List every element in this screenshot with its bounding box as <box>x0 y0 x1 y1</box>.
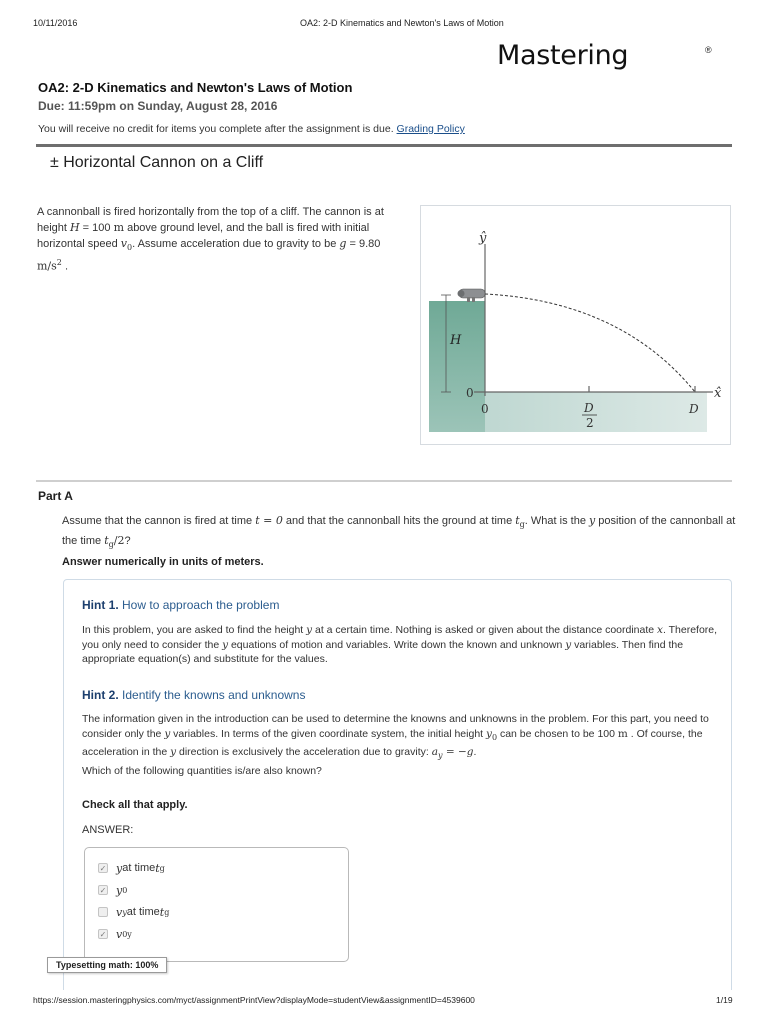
option-v0y[interactable] <box>98 923 169 945</box>
unit-m: m <box>113 221 125 234</box>
print-date: 10/11/2016 <box>33 18 78 28</box>
check-all-instruction: Check all that apply. <box>82 799 188 811</box>
due-date: Due: 11:59pm on Sunday, August 28, 2016 <box>38 99 278 113</box>
trajectory-path <box>485 294 695 392</box>
var-y: y <box>565 638 572 651</box>
hint-text: equations of motion and variables. Write down the known and unknown <box>228 638 566 651</box>
grading-policy-link[interactable]: Grading Policy <box>396 123 465 135</box>
x-axis-label: x̂ <box>714 386 722 401</box>
var-x: x <box>657 624 663 636</box>
hint-text: The information given in the introduction can be used to determine the knowns and unknowns in the problem. For this part, you need to consider only the <box>82 713 709 740</box>
hint-1-body <box>82 623 722 667</box>
option-t: t <box>159 905 165 919</box>
var-H: H <box>70 221 80 234</box>
intro-text: . <box>61 260 69 273</box>
credit-note-text: You will receive no credit for items you complete after the assignment is due. <box>38 123 394 135</box>
var-t-eq: t = 0 <box>255 514 283 527</box>
question-text: Assume that the cannon is fired at time <box>62 515 256 527</box>
x-tick-D: D <box>689 402 699 416</box>
intro-text: A cannonball is fired horizontally from the top of a cliff. The cannon is at height <box>37 206 384 234</box>
option-t: t <box>155 861 160 875</box>
y-zero-label: 0 <box>466 386 474 400</box>
x-tick-D-half-den: 2 <box>586 416 594 430</box>
hint-2-body <box>82 712 722 778</box>
hint-2-number: Hint 2. <box>82 688 119 702</box>
hint-text: In this problem, you are asked to find the height <box>82 624 307 636</box>
checkbox-checked[interactable]: ✓ <box>99 864 107 873</box>
option-sub: 0y <box>122 929 132 939</box>
x-tick-0: 0 <box>481 402 489 416</box>
part-a-question <box>62 513 737 553</box>
var-y: y <box>589 514 596 527</box>
question-text: . What is the <box>524 515 589 527</box>
var-tg2-rest: /2 <box>113 534 125 548</box>
option-y-at-tg[interactable] <box>98 857 169 879</box>
option-sym: v <box>116 927 123 941</box>
hint-text: can be chosen to be 100 <box>497 727 618 740</box>
var-y0-sub: 0 <box>491 732 498 742</box>
cliff-region <box>429 301 485 432</box>
problem-title: ± Horizontal Cannon on a Cliff <box>50 154 264 171</box>
var-y: y <box>306 624 313 636</box>
hint-text: variables. In terms of the given coordinate system, the initial height <box>170 727 486 740</box>
option-text: at time <box>122 862 156 874</box>
hint-text: direction is exclusively the acceleration due to gravity: <box>176 746 432 759</box>
question-text: and that the cannonball hits the ground at time <box>282 515 516 527</box>
hint-2-question: Which of the following quantities is/are also known? <box>82 764 322 777</box>
var-ay-sub: y <box>437 751 443 761</box>
hint-text: at a certain time. Nothing is asked or given about the distance coordinate <box>312 624 658 636</box>
hint-text: variables. Then find the appropriate equation(s) and substitute for the values. <box>82 638 684 665</box>
hint-text: . <box>473 746 477 759</box>
intro-text: . Assume acceleration due to gravity to be <box>132 238 340 250</box>
var-y0: y <box>486 727 492 740</box>
answer-options-box <box>84 847 349 962</box>
option-sym: y <box>116 883 123 897</box>
var-g: g <box>339 237 347 250</box>
hint-text: . Of course, the acceleration in the <box>82 727 703 759</box>
var-ay: a <box>431 746 438 759</box>
header-divider <box>36 144 732 147</box>
var-tg2: t <box>104 534 109 548</box>
page-number: 1/19 <box>716 995 733 1005</box>
var-y: y <box>222 638 229 651</box>
hint-2-title: Identify the knowns and unknowns <box>122 688 306 702</box>
intro-text: = 9.80 <box>346 238 381 250</box>
registered-mark: ® <box>705 45 712 55</box>
option-y0[interactable] <box>98 879 169 901</box>
var-v0: v <box>120 237 127 250</box>
unit-ms2: m/s <box>37 259 57 273</box>
var-tg2-sub: g <box>108 540 114 550</box>
problem-intro <box>37 205 403 275</box>
hint-1-number: Hint 1. <box>82 598 119 612</box>
mastering-logo: Mastering <box>497 40 629 71</box>
hint-2-header[interactable] <box>82 688 305 702</box>
x-tick-D-half-num: D <box>584 401 594 415</box>
option-t-sub: g <box>159 863 165 873</box>
cliff-diagram-svg <box>421 206 732 446</box>
intro-text: above ground level, and the ball is fired with initial horizontal speed <box>37 222 370 250</box>
option-sub: 0 <box>122 885 128 895</box>
var-y: y <box>164 727 171 740</box>
option-sym: y <box>116 861 123 875</box>
hint-text: . Therefore, you only need to consider the <box>82 624 718 651</box>
cannon-icon <box>458 289 486 302</box>
part-a-label: Part A <box>38 489 73 503</box>
var-tg: t <box>515 514 520 527</box>
footer-url: https://session.masteringphysics.com/myct/assignmentPrintView?displayMode=studentView&assignmentID=4539600 <box>33 995 475 1005</box>
cannon-figure <box>420 205 731 445</box>
assignment-title: OA2: 2-D Kinematics and Newton's Laws of Motion <box>38 80 353 95</box>
option-vy-at-tg[interactable] <box>98 901 169 923</box>
typesetting-status-tooltip: Typesetting math: 100% <box>47 957 167 973</box>
question-text: position of the cannonball at the time <box>62 515 736 548</box>
option-text: at time <box>126 906 160 918</box>
checkbox-checked[interactable]: ✓ <box>99 886 107 895</box>
var-y: y <box>170 746 177 759</box>
y-axis-label: ŷ <box>479 231 487 246</box>
answer-instruction: Answer numerically in units of meters. <box>62 556 264 568</box>
unit-exp: 2 <box>56 258 62 268</box>
unit-m: m <box>617 727 628 740</box>
part-divider <box>36 480 732 482</box>
option-sym: v <box>116 905 123 919</box>
option-sub: y <box>122 907 127 917</box>
height-label: H <box>450 333 462 348</box>
question-text: ? <box>124 535 131 548</box>
hint-1-header[interactable] <box>82 598 279 612</box>
var-tg-sub: g <box>519 520 525 530</box>
print-doc-title: OA2: 2-D Kinematics and Newton's Laws of Motion <box>300 18 504 28</box>
checkbox-checked[interactable]: ✓ <box>99 930 107 939</box>
hint-1-title: How to approach the problem <box>122 598 280 612</box>
var-v0-sub: 0 <box>127 243 133 253</box>
var-ay-rest: = −g <box>442 746 474 759</box>
answer-label: ANSWER: <box>82 824 134 836</box>
intro-text: = 100 <box>79 222 114 234</box>
checkbox-unchecked[interactable] <box>98 907 108 917</box>
credit-note <box>38 123 465 135</box>
option-t-sub: g <box>164 907 170 917</box>
